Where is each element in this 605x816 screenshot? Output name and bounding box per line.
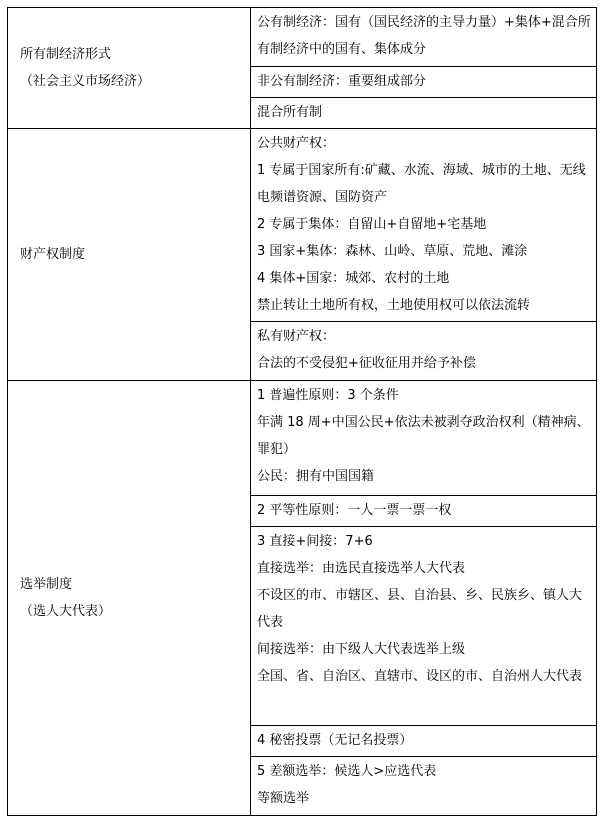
content-line: 私有财产权： [257, 329, 336, 344]
content-line: 3 直接+间接：7+6 [257, 534, 373, 549]
section-title-line: 财产权制度 [20, 247, 86, 262]
content-line: 非公有制经济：重要组成部分 [257, 74, 427, 89]
content-line: 3 国家+集体：森林、山岭、草原、荒地、滩涂 [257, 244, 528, 259]
section-title-cell [8, 129, 251, 381]
content-cell [251, 322, 597, 381]
content-line: 2 专属于集体：自留山+自留地+宅基地 [257, 217, 487, 232]
content-line: 2 平等性原则：一人一票一票一权 [257, 503, 452, 518]
content-line: 不设区的市、市辖区、县、自治县、乡、民族乡、镇人大代表 [257, 588, 583, 630]
content-line: 1 普遍性原则：3 个条件 [257, 388, 399, 403]
section-title-cell [8, 8, 251, 129]
section-title-line: （社会主义市场经济） [20, 74, 151, 89]
content-line: 全国、省、自治区、直辖市、设区的市、自治州人大代表 [257, 669, 583, 684]
content-line: 混合所有制 [257, 105, 323, 120]
content-line: 禁止转让土地所有权，土地使用权可以依法流转 [257, 298, 531, 313]
content-line: 公共财产权： [257, 136, 336, 151]
content-cell [251, 129, 597, 322]
content-line: 4 秘密投票（无记名投票） [257, 733, 413, 748]
content-line: 年满 18 周+中国公民+依法未被剥夺政治权利（精神病、罪犯） [257, 415, 590, 457]
content-line: 公民：拥有中国国籍 [257, 469, 375, 484]
table-row [8, 381, 597, 496]
table-row [8, 8, 597, 67]
knowledge-table [7, 7, 597, 816]
content-cell [251, 8, 597, 67]
content-line: 4 集体+国家：城郊、农村的土地 [257, 271, 450, 286]
content-cell [251, 527, 597, 726]
section-title-line: 所有制经济形式 [20, 47, 112, 62]
content-line: 公有制经济：国有（国民经济的主导力量）+集体+混合所有制经济中的国有、集体成分 [257, 15, 591, 57]
table-row [8, 129, 597, 322]
content-line: 等额选举 [257, 791, 310, 806]
content-cell [251, 67, 597, 98]
content-line: 直接选举：由选民直接选举人大代表 [257, 561, 466, 576]
section-title-line: 选举制度 [20, 577, 73, 592]
content-line: 1 专属于国家所有:矿藏、水流、海域、城市的土地、无线电频谱资源、国防资产 [257, 163, 586, 205]
content-cell [251, 381, 597, 496]
content-line: 合法的不受侵犯+征收征用并给予补偿 [257, 356, 476, 371]
content-line: 间接选举：由下级人大代表选举上级 [257, 642, 466, 657]
content-cell [251, 726, 597, 757]
content-line: 5 差额选举：候选人>应选代表 [257, 764, 437, 779]
content-cell [251, 98, 597, 129]
content-cell [251, 496, 597, 527]
section-title-line: （选人大代表） [20, 604, 112, 619]
content-cell [251, 757, 597, 816]
section-title-cell [8, 381, 251, 816]
